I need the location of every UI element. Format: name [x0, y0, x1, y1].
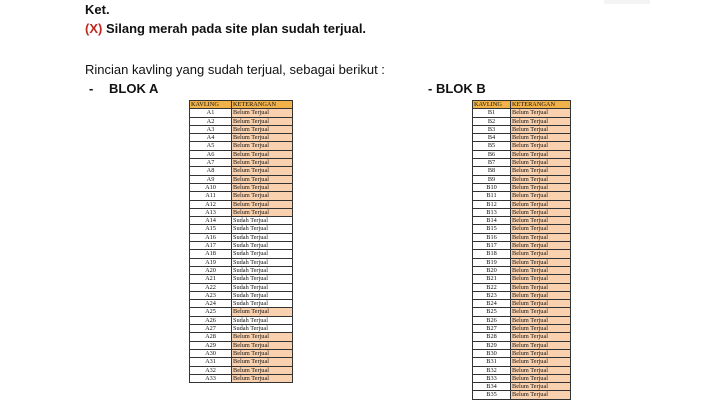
- table-row: [473, 316, 571, 324]
- table-row: [473, 134, 571, 142]
- status-cell-unsold: Belum Terjual: [511, 258, 571, 266]
- kavling-id-cell: A11: [190, 192, 232, 200]
- table-row: [473, 217, 571, 225]
- status-cell-sold: Sudah Terjual: [232, 266, 293, 274]
- table-row: [190, 358, 293, 366]
- status-cell-sold: Sudah Terjual: [232, 217, 293, 225]
- kavling-id-cell: B7: [473, 159, 511, 167]
- kavling-id-cell: A12: [190, 200, 232, 208]
- status-cell-sold: Sudah Terjual: [232, 275, 293, 283]
- kavling-id-cell: A27: [190, 325, 232, 333]
- status-cell-unsold: Belum Terjual: [511, 358, 571, 366]
- blok-a-heading: [89, 81, 158, 96]
- status-cell-unsold: Belum Terjual: [232, 134, 293, 142]
- status-cell-unsold: Belum Terjual: [511, 225, 571, 233]
- kavling-id-cell: A29: [190, 341, 232, 349]
- table-row: [473, 125, 571, 133]
- list-dash: -: [428, 81, 436, 96]
- kavling-id-cell: B26: [473, 316, 511, 324]
- status-cell-sold: Sudah Terjual: [232, 325, 293, 333]
- kavling-id-cell: A20: [190, 266, 232, 274]
- table-row: [473, 233, 571, 241]
- table-row: [190, 109, 293, 117]
- note-title: Ket.: [85, 2, 110, 17]
- status-cell-unsold: Belum Terjual: [511, 366, 571, 374]
- status-cell-unsold: Belum Terjual: [511, 333, 571, 341]
- table-row: [473, 150, 571, 158]
- table-row: [473, 300, 571, 308]
- kavling-id-cell: B31: [473, 358, 511, 366]
- status-cell-unsold: Belum Terjual: [511, 266, 571, 274]
- status-cell-unsold: Belum Terjual: [511, 233, 571, 241]
- kavling-id-cell: B27: [473, 325, 511, 333]
- status-cell-unsold: Belum Terjual: [511, 300, 571, 308]
- note-text: Silang merah pada site plan sudah terjual.: [105, 21, 367, 36]
- table-row: [473, 208, 571, 216]
- status-cell-unsold: Belum Terjual: [232, 341, 293, 349]
- table-header-row: [473, 101, 571, 109]
- kavling-id-cell: A9: [190, 175, 232, 183]
- status-cell-unsold: Belum Terjual: [511, 308, 571, 316]
- kavling-id-cell: A15: [190, 225, 232, 233]
- kavling-id-cell: B12: [473, 200, 511, 208]
- kavling-id-cell: B23: [473, 291, 511, 299]
- status-cell-unsold: Belum Terjual: [511, 291, 571, 299]
- table-row: [473, 366, 571, 374]
- status-cell-sold: Sudah Terjual: [232, 316, 293, 324]
- status-cell-unsold: Belum Terjual: [232, 150, 293, 158]
- table-row: [473, 349, 571, 357]
- table-row: [473, 341, 571, 349]
- status-cell-unsold: Belum Terjual: [232, 208, 293, 216]
- kavling-id-cell: A5: [190, 142, 232, 150]
- blok-a-table: [189, 100, 293, 383]
- table-row: [190, 283, 293, 291]
- kavling-id-cell: A3: [190, 125, 232, 133]
- kavling-id-cell: B14: [473, 217, 511, 225]
- table-row: [473, 183, 571, 191]
- table-row: [473, 250, 571, 258]
- blok-b-heading: [428, 81, 486, 96]
- status-cell-unsold: Belum Terjual: [511, 283, 571, 291]
- kavling-id-cell: B9: [473, 175, 511, 183]
- table-row: [190, 250, 293, 258]
- kavling-id-cell: A17: [190, 242, 232, 250]
- kavling-id-cell: B33: [473, 374, 511, 382]
- status-cell-sold: Sudah Terjual: [232, 300, 293, 308]
- table-row: [190, 308, 293, 316]
- status-cell-unsold: Belum Terjual: [511, 167, 571, 175]
- kavling-id-cell: B16: [473, 233, 511, 241]
- status-cell-unsold: Belum Terjual: [232, 200, 293, 208]
- kavling-id-cell: A14: [190, 217, 232, 225]
- kavling-id-cell: B30: [473, 349, 511, 357]
- status-cell-unsold: Belum Terjual: [511, 134, 571, 142]
- table-row: [190, 175, 293, 183]
- kavling-id-cell: B11: [473, 192, 511, 200]
- status-cell-unsold: Belum Terjual: [511, 383, 571, 391]
- table-row: [190, 242, 293, 250]
- table-row: [190, 217, 293, 225]
- kavling-id-cell: A30: [190, 349, 232, 357]
- table-row: [190, 142, 293, 150]
- status-cell-unsold: Belum Terjual: [232, 183, 293, 191]
- status-cell-sold: Sudah Terjual: [232, 258, 293, 266]
- status-cell-unsold: Belum Terjual: [511, 341, 571, 349]
- kavling-id-cell: B5: [473, 142, 511, 150]
- status-cell-unsold: Belum Terjual: [511, 159, 571, 167]
- status-cell-unsold: Belum Terjual: [511, 275, 571, 283]
- table-row: [190, 233, 293, 241]
- status-cell-unsold: Belum Terjual: [511, 192, 571, 200]
- table-row: [190, 325, 293, 333]
- table-row: [190, 150, 293, 158]
- kavling-id-cell: A25: [190, 308, 232, 316]
- table-row: [473, 333, 571, 341]
- table-row: [473, 391, 571, 399]
- blok-b-table: [472, 100, 571, 400]
- kavling-id-cell: A23: [190, 291, 232, 299]
- kavling-id-cell: B18: [473, 250, 511, 258]
- kavling-id-cell: A19: [190, 258, 232, 266]
- table-row: [190, 349, 293, 357]
- kavling-id-cell: A18: [190, 250, 232, 258]
- kavling-id-cell: B4: [473, 134, 511, 142]
- kavling-id-cell: A6: [190, 150, 232, 158]
- status-cell-sold: Sudah Terjual: [232, 242, 293, 250]
- kavling-id-cell: B15: [473, 225, 511, 233]
- status-cell-unsold: Belum Terjual: [232, 308, 293, 316]
- table-row: [190, 208, 293, 216]
- table-row: [473, 291, 571, 299]
- red-cross-marker: (X): [85, 21, 103, 36]
- table-row: [190, 300, 293, 308]
- kavling-id-cell: B29: [473, 341, 511, 349]
- table-row: [190, 291, 293, 299]
- table-row: [473, 275, 571, 283]
- page-corner-shade: [604, 0, 650, 4]
- status-cell-unsold: Belum Terjual: [232, 142, 293, 150]
- status-cell-unsold: Belum Terjual: [511, 175, 571, 183]
- kavling-id-cell: B10: [473, 183, 511, 191]
- table-row: [190, 200, 293, 208]
- kavling-id-cell: B6: [473, 150, 511, 158]
- kavling-id-cell: B21: [473, 275, 511, 283]
- kavling-id-cell: B22: [473, 283, 511, 291]
- kavling-id-cell: B8: [473, 167, 511, 175]
- kavling-id-cell: B2: [473, 117, 511, 125]
- table-row: [190, 333, 293, 341]
- status-cell-unsold: Belum Terjual: [511, 208, 571, 216]
- blok-a-label: BLOK A: [109, 81, 159, 96]
- kavling-id-cell: A16: [190, 233, 232, 241]
- kavling-id-cell: B24: [473, 300, 511, 308]
- status-cell-unsold: Belum Terjual: [232, 374, 293, 382]
- status-cell-unsold: Belum Terjual: [232, 125, 293, 133]
- table-row: [190, 275, 293, 283]
- status-cell-unsold: Belum Terjual: [511, 150, 571, 158]
- note-legend: [85, 21, 366, 36]
- table-row: [190, 258, 293, 266]
- status-cell-unsold: Belum Terjual: [232, 159, 293, 167]
- kavling-column-header: KAVLING: [190, 101, 232, 109]
- table-row: [473, 258, 571, 266]
- status-cell-unsold: Belum Terjual: [511, 325, 571, 333]
- status-cell-unsold: Belum Terjual: [511, 183, 571, 191]
- table-row: [190, 266, 293, 274]
- status-cell-unsold: Belum Terjual: [511, 117, 571, 125]
- status-cell-sold: Sudah Terjual: [232, 283, 293, 291]
- status-cell-unsold: Belum Terjual: [511, 316, 571, 324]
- kavling-id-cell: A24: [190, 300, 232, 308]
- status-cell-sold: Sudah Terjual: [232, 291, 293, 299]
- kavling-id-cell: A8: [190, 167, 232, 175]
- status-cell-unsold: Belum Terjual: [511, 217, 571, 225]
- status-cell-unsold: Belum Terjual: [511, 125, 571, 133]
- status-cell-unsold: Belum Terjual: [232, 109, 293, 117]
- table-row: [190, 366, 293, 374]
- kavling-id-cell: A4: [190, 134, 232, 142]
- status-cell-sold: Sudah Terjual: [232, 250, 293, 258]
- table-row: [473, 159, 571, 167]
- kavling-id-cell: B19: [473, 258, 511, 266]
- table-row: [473, 325, 571, 333]
- kavling-id-cell: B13: [473, 208, 511, 216]
- kavling-id-cell: A1: [190, 109, 232, 117]
- table-row: [473, 142, 571, 150]
- status-cell-unsold: Belum Terjual: [232, 167, 293, 175]
- status-cell-unsold: Belum Terjual: [511, 242, 571, 250]
- status-cell-unsold: Belum Terjual: [511, 374, 571, 382]
- kavling-id-cell: B1: [473, 109, 511, 117]
- status-cell-sold: Sudah Terjual: [232, 225, 293, 233]
- table-row: [190, 316, 293, 324]
- keterangan-column-header: KETERANGAN: [511, 101, 571, 109]
- status-cell-unsold: Belum Terjual: [511, 200, 571, 208]
- keterangan-column-header: KETERANGAN: [232, 101, 293, 109]
- table-row: [473, 283, 571, 291]
- table-row: [190, 183, 293, 191]
- status-cell-unsold: Belum Terjual: [232, 333, 293, 341]
- table-row: [473, 109, 571, 117]
- table-row: [190, 167, 293, 175]
- status-cell-sold: Sudah Terjual: [232, 233, 293, 241]
- table-row: [190, 159, 293, 167]
- table-row: [190, 374, 293, 382]
- status-cell-unsold: Belum Terjual: [232, 349, 293, 357]
- kavling-column-header: KAVLING: [473, 101, 511, 109]
- table-row: [473, 308, 571, 316]
- table-row: [190, 125, 293, 133]
- table-header-row: [190, 101, 293, 109]
- table-row: [473, 358, 571, 366]
- table-row: [473, 225, 571, 233]
- kavling-id-cell: B25: [473, 308, 511, 316]
- kavling-id-cell: A13: [190, 208, 232, 216]
- kavling-id-cell: A33: [190, 374, 232, 382]
- status-cell-unsold: Belum Terjual: [511, 391, 571, 399]
- table-row: [473, 266, 571, 274]
- table-row: [473, 200, 571, 208]
- status-cell-unsold: Belum Terjual: [232, 366, 293, 374]
- list-dash: -: [89, 81, 94, 96]
- table-row: [473, 383, 571, 391]
- kavling-id-cell: B32: [473, 366, 511, 374]
- table-row: [190, 225, 293, 233]
- table-row: [473, 117, 571, 125]
- table-row: [473, 374, 571, 382]
- status-cell-unsold: Belum Terjual: [511, 142, 571, 150]
- table-row: [190, 134, 293, 142]
- status-cell-unsold: Belum Terjual: [232, 192, 293, 200]
- kavling-id-cell: A10: [190, 183, 232, 191]
- table-row: [190, 117, 293, 125]
- table-row: [473, 192, 571, 200]
- kavling-id-cell: B20: [473, 266, 511, 274]
- kavling-id-cell: A28: [190, 333, 232, 341]
- kavling-id-cell: A32: [190, 366, 232, 374]
- intro-text: Rincian kavling yang sudah terjual, sebagai berikut :: [85, 62, 385, 77]
- table-row: [473, 167, 571, 175]
- kavling-id-cell: A22: [190, 283, 232, 291]
- kavling-id-cell: B17: [473, 242, 511, 250]
- blok-b-label: BLOK B: [435, 81, 486, 96]
- table-row: [473, 175, 571, 183]
- kavling-id-cell: B35: [473, 391, 511, 399]
- kavling-id-cell: B28: [473, 333, 511, 341]
- kavling-id-cell: B3: [473, 125, 511, 133]
- kavling-id-cell: A2: [190, 117, 232, 125]
- kavling-id-cell: B34: [473, 383, 511, 391]
- table-row: [190, 341, 293, 349]
- status-cell-unsold: Belum Terjual: [511, 250, 571, 258]
- status-cell-unsold: Belum Terjual: [511, 349, 571, 357]
- status-cell-unsold: Belum Terjual: [232, 175, 293, 183]
- kavling-id-cell: A26: [190, 316, 232, 324]
- status-cell-unsold: Belum Terjual: [511, 109, 571, 117]
- kavling-id-cell: A7: [190, 159, 232, 167]
- table-row: [473, 242, 571, 250]
- kavling-id-cell: A21: [190, 275, 232, 283]
- status-cell-unsold: Belum Terjual: [232, 358, 293, 366]
- status-cell-unsold: Belum Terjual: [232, 117, 293, 125]
- kavling-id-cell: A31: [190, 358, 232, 366]
- table-row: [190, 192, 293, 200]
